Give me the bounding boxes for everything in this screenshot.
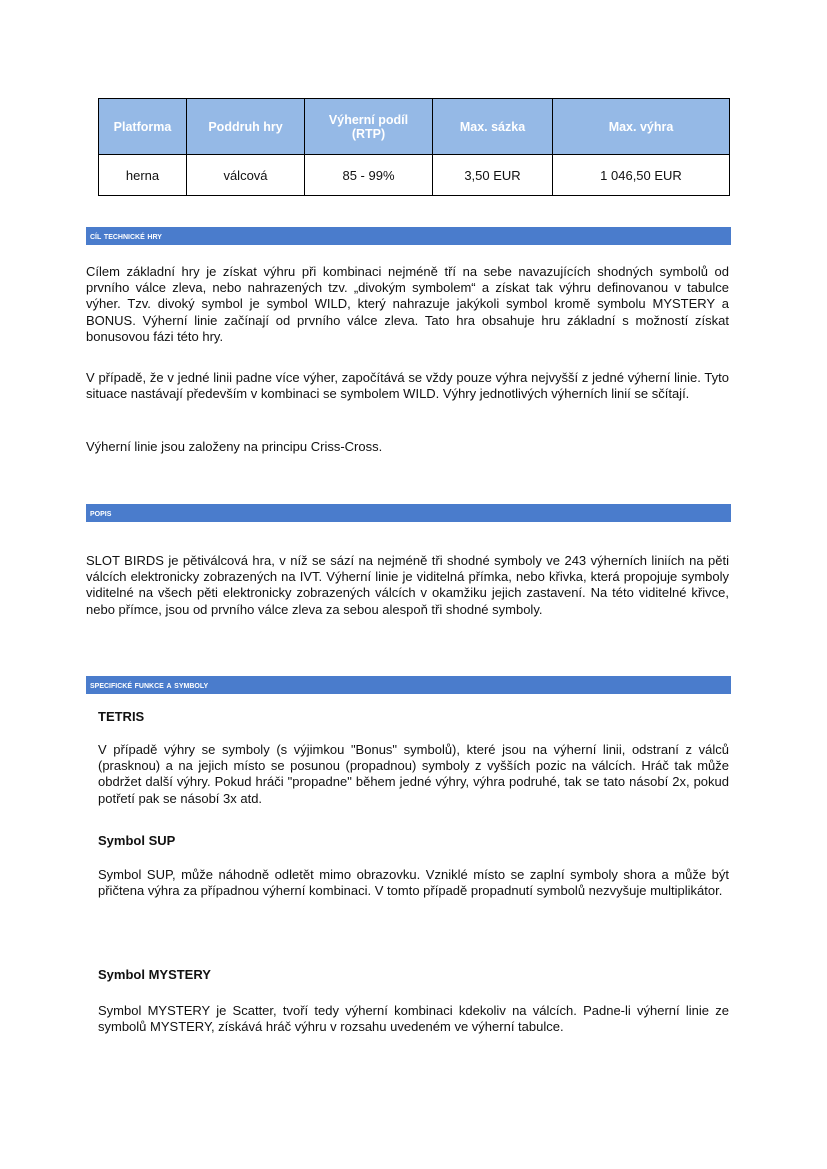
cell-max-vyhra: 1 046,50 EUR xyxy=(553,155,730,196)
section-bar-popis xyxy=(86,504,731,522)
table-row xyxy=(99,155,730,196)
cell-rtp: 85 - 99% xyxy=(305,155,433,196)
section-title-popis: popis xyxy=(90,508,112,519)
header-platforma: Platforma xyxy=(99,99,187,155)
popis-paragraph: SLOT BIRDS je pětiválcová hra, v níž se sází na nejméně tři shodné symboly ve 243 výherních liniích na pěti válcích elektronicky zobrazených na IVT. Výherní linie je viditelná přímka, nebo křivka, která propojuje symboly viditelné na všech pěti elektronicky zobrazených válcích v okamžiku jejich zastavení. Na této viditelné křivce, nebo přímce, jsou od prvního válce zleva za sebou alespoň tři shodné symboly. xyxy=(86,553,729,617)
cell-max-sazka: 3,50 EUR xyxy=(433,155,553,196)
header-rtp: Výherní podíl (RTP) xyxy=(305,99,433,155)
tetris-paragraph: V případě výhry se symboly (s výjimkou "Bonus" symbolů), které jsou na výherní linii, odstraní z válců (prasknou) a na jejich místo se posunou (propadnou) symboly z vyšších pozic na válcích. Hráč tak může obdržet další výhry. Pokud hráči "propadne" během jedné výhry, výhra podruhé, tak se tato násobí 2x, pokud potřetí pak se násobí 3x atd. xyxy=(98,742,729,806)
section-title-specificke: specifické funkce a symboly xyxy=(90,680,209,691)
header-max-vyhra: Max. výhra xyxy=(553,99,730,155)
table-header-row xyxy=(99,99,730,155)
tetris-heading: TETRIS xyxy=(98,709,145,724)
sup-paragraph: Symbol SUP, může náhodně odletět mimo obrazovku. Vzniklé místo se zaplní symboly shora a může být přičtena výhra za případnou výherní kombinaci. V tomto případě propadnutí symbolů nezvyšuje multiplikátor. xyxy=(98,867,729,899)
game-info-table xyxy=(98,98,730,196)
section-bar-cil xyxy=(86,227,731,245)
sup-heading: Symbol SUP xyxy=(98,833,176,848)
mystery-heading: Symbol MYSTERY xyxy=(98,967,211,982)
cil-paragraph-1: Cílem základní hry je získat výhru při kombinaci nejméně tří na sebe navazujících shodných symbolů od prvního válce zleva, nebo nahrazených tzv. „divokým symbolem“ a získat tak výhru definovanou v tabulce výher. Tzv. divoký symbol je symbol WILD, který nahrazuje jakýkoli symbol kromě symbolu MYSTERY a BONUS. Výherní linie začínají od prvního válce zleva. Tato hra obsahuje hru základní s možností získat bonusovou fázi této hry. xyxy=(86,264,729,344)
cil-paragraph-3: Výherní linie jsou založeny na principu Criss-Cross. xyxy=(86,439,383,454)
cell-poddruh-hry: válcová xyxy=(187,155,305,196)
mystery-paragraph: Symbol MYSTERY je Scatter, tvoří tedy výherní kombinaci kdekoliv na válcích. Padne-li výherní linie ze symbolů MYSTERY, získává hráč výhru v rozsahu uvedeném ve výherní tabulce. xyxy=(98,1003,729,1035)
header-max-sazka: Max. sázka xyxy=(433,99,553,155)
cil-paragraph-2: V případě, že v jedné linii padne více výher, započítává se vždy pouze výhra nejvyšší z jedné výherní linie. Tyto situace nastávají především v kombinaci se symbolem WILD. Výhry jednotlivých výherních linií se sčítají. xyxy=(86,370,729,402)
cell-platforma: herna xyxy=(99,155,187,196)
section-title-cil: cíl technické hry xyxy=(90,231,162,242)
section-bar-specificke xyxy=(86,676,731,694)
header-poddruh-hry: Poddruh hry xyxy=(187,99,305,155)
